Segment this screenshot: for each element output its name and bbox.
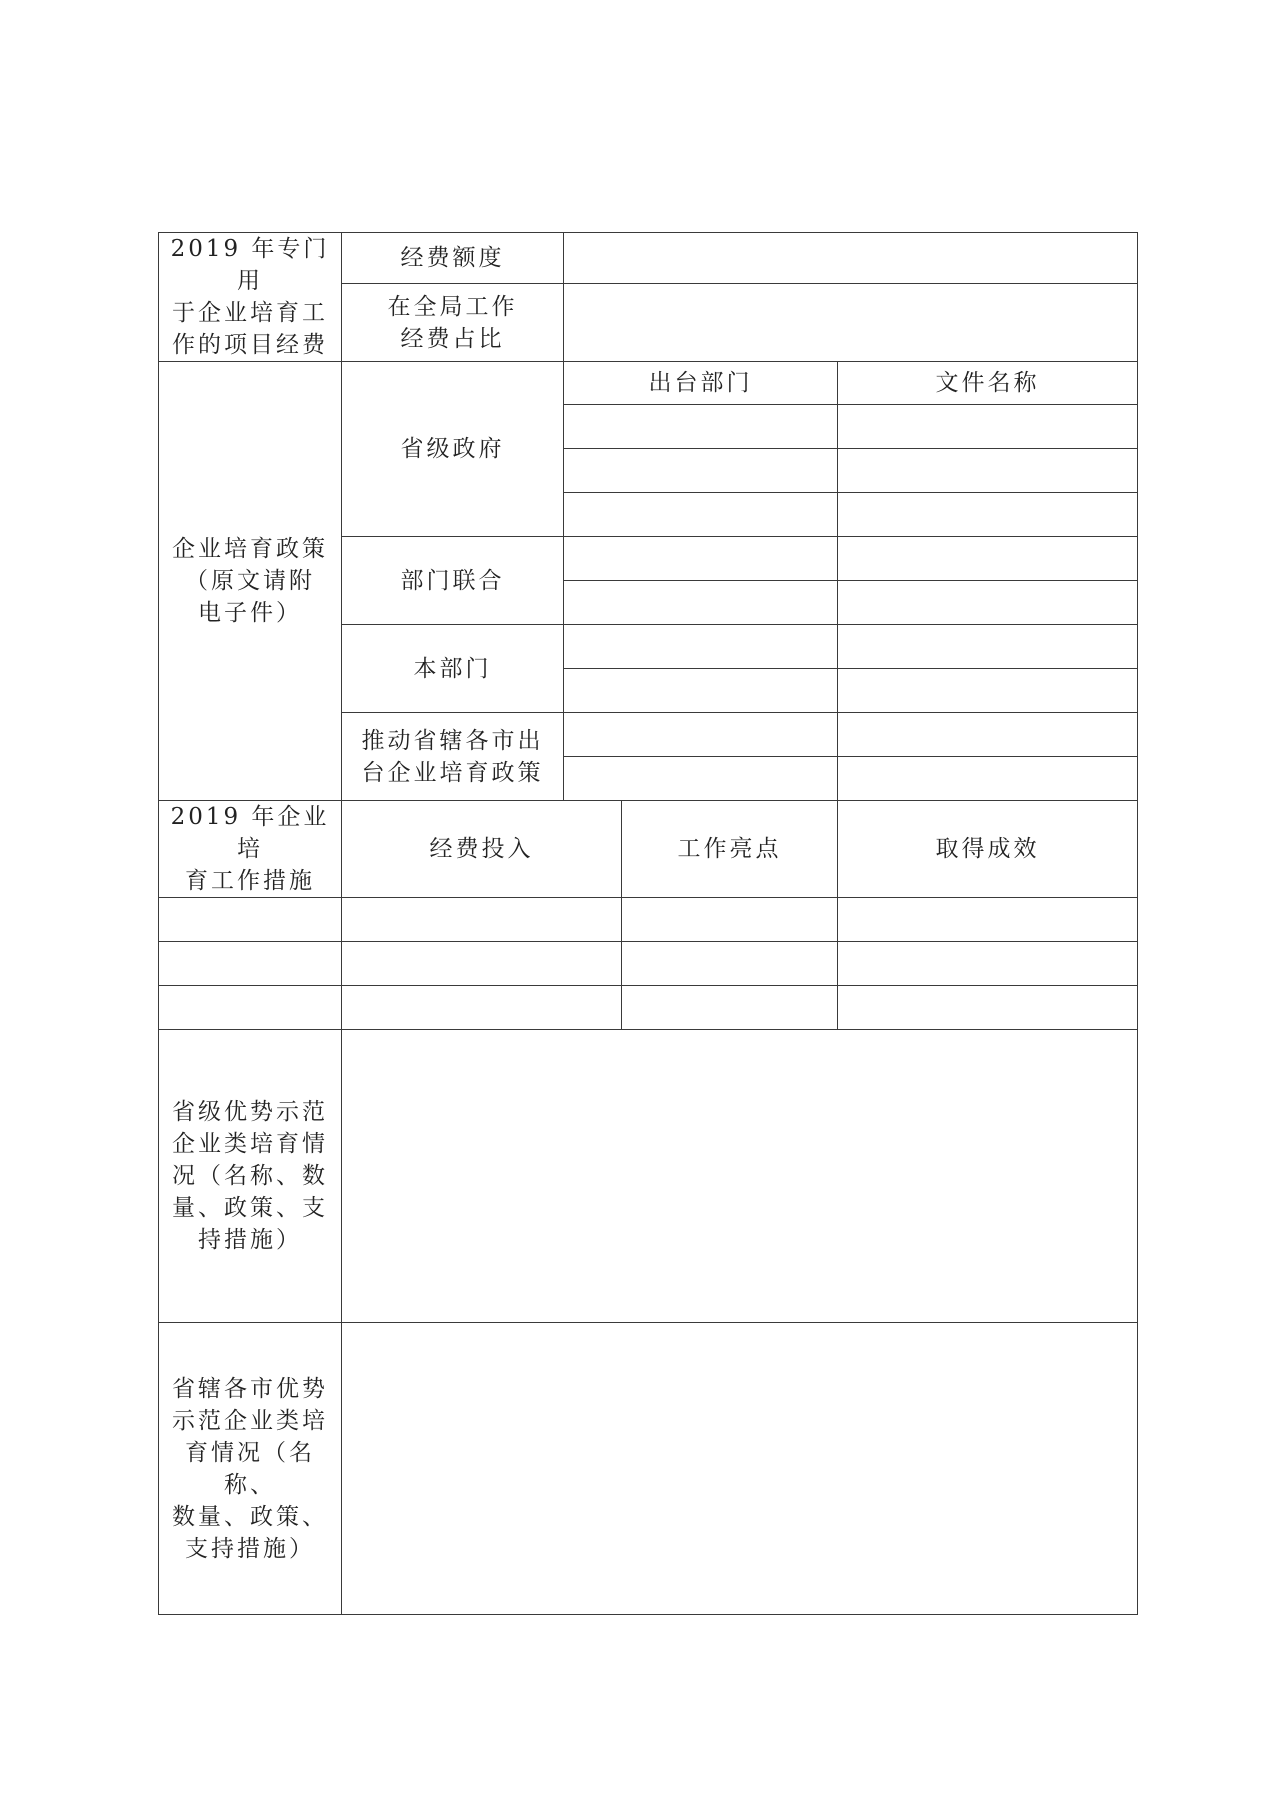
this-department-department-cell[interactable] (564, 625, 838, 669)
promote-cities-filename-cell[interactable] (838, 713, 1138, 757)
col-filename-header: 文件名称 (838, 362, 1138, 405)
funding-ratio-label: 在全局工作 经费占比 (342, 284, 564, 362)
promote-cities-filename-cell[interactable] (838, 757, 1138, 801)
funding-amount-label: 经费额度 (342, 233, 564, 284)
measures-row (159, 986, 1138, 1030)
funding-amount-cell[interactable] (564, 233, 1138, 284)
measure-highlights-cell[interactable] (622, 898, 838, 942)
provincial-gov-filename-cell[interactable] (838, 405, 1138, 449)
measure-highlights-cell[interactable] (622, 986, 838, 1030)
col-highlights-header: 工作亮点 (622, 801, 838, 898)
joint-departments-filename-cell[interactable] (838, 537, 1138, 581)
col-results-header: 取得成效 (838, 801, 1138, 898)
funding-label: 2019 年专门用 于企业培育工 作的项目经费 (159, 233, 342, 362)
measure-investment-cell[interactable] (342, 986, 622, 1030)
provincial-gov-department-cell[interactable] (564, 493, 838, 537)
funding-ratio-cell[interactable] (564, 284, 1138, 362)
measures-row (159, 942, 1138, 986)
promote-cities-label: 推动省辖各市出 台企业培育政策 (342, 713, 564, 801)
provincial-gov-label: 省级政府 (342, 362, 564, 537)
col-investment-header: 经费投入 (342, 801, 622, 898)
joint-departments-label: 部门联合 (342, 537, 564, 625)
city-demo-content-cell[interactable] (342, 1323, 1138, 1615)
enterprise-cultivation-form (158, 232, 1138, 1615)
provincial-gov-filename-cell[interactable] (838, 449, 1138, 493)
measure-results-cell[interactable] (838, 942, 1138, 986)
joint-departments-department-cell[interactable] (564, 581, 838, 625)
col-department-header: 出台部门 (564, 362, 838, 405)
promote-cities-department-cell[interactable] (564, 713, 838, 757)
provincial-gov-department-cell[interactable] (564, 449, 838, 493)
this-department-label: 本部门 (342, 625, 564, 713)
this-department-department-cell[interactable] (564, 669, 838, 713)
measure-results-cell[interactable] (838, 898, 1138, 942)
joint-departments-department-cell[interactable] (564, 537, 838, 581)
promote-cities-department-cell[interactable] (564, 757, 838, 801)
measures-row (159, 898, 1138, 942)
joint-departments-filename-cell[interactable] (838, 581, 1138, 625)
provincial-gov-filename-cell[interactable] (838, 493, 1138, 537)
this-department-filename-cell[interactable] (838, 669, 1138, 713)
measure-investment-cell[interactable] (342, 942, 622, 986)
measures-label: 2019 年企业培 育工作措施 (159, 801, 342, 898)
provincial-gov-department-cell[interactable] (564, 405, 838, 449)
measure-name-cell[interactable] (159, 942, 342, 986)
measure-highlights-cell[interactable] (622, 942, 838, 986)
measure-name-cell[interactable] (159, 898, 342, 942)
provincial-demo-label: 省级优势示范 企业类培育情 况（名称、数 量、政策、支 持措施） (159, 1030, 342, 1323)
measure-results-cell[interactable] (838, 986, 1138, 1030)
provincial-demo-content-cell[interactable] (342, 1030, 1138, 1323)
this-department-filename-cell[interactable] (838, 625, 1138, 669)
policy-label: 企业培育政策 （原文请附 电子件） (159, 362, 342, 801)
measure-investment-cell[interactable] (342, 898, 622, 942)
city-demo-label: 省辖各市优势 示范企业类培 育情况（名称、 数量、政策、 支持措施） (159, 1323, 342, 1615)
measure-name-cell[interactable] (159, 986, 342, 1030)
